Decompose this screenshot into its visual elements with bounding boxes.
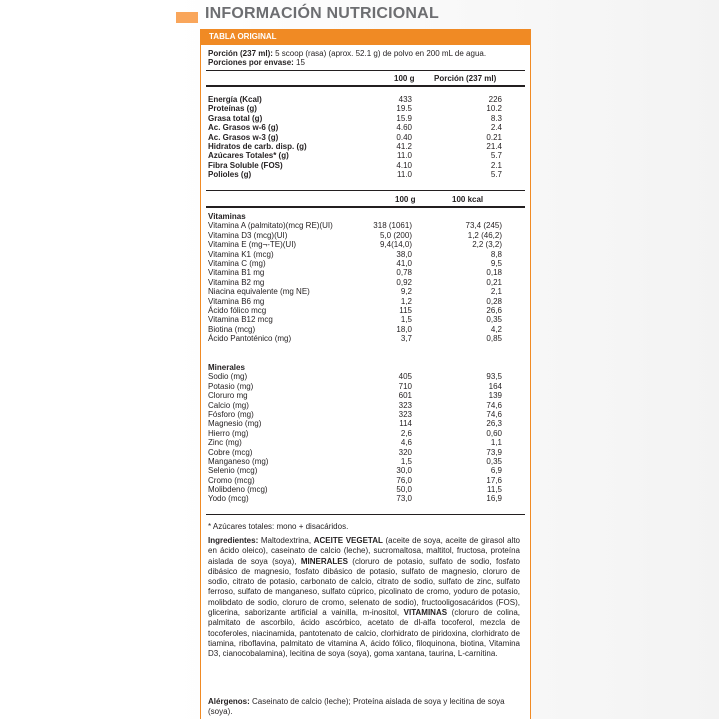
row-value-1: 18,0: [396, 324, 412, 334]
micro-col1-header: 100 g: [395, 195, 416, 204]
row-value-1: 5,0 (200): [379, 230, 412, 240]
row-value-1: 601: [398, 391, 412, 401]
micro-col2-header: 100 kcal: [452, 195, 484, 204]
mineral-row: [208, 476, 524, 485]
vitamin-row: [208, 325, 524, 334]
row-label: Ac. Grasos w-6 (g): [208, 123, 279, 133]
row-value-1: 38,0: [396, 249, 412, 259]
page-title: INFORMACIÓN NUTRICIONAL: [205, 5, 439, 22]
divider: [206, 514, 525, 515]
row-value-1: 115: [399, 305, 412, 315]
macro-col2-header: Porción (237 ml): [434, 74, 497, 83]
row-value-2: 1,1: [490, 438, 502, 448]
row-label: Vitamina B2 mg: [208, 277, 265, 287]
row-label: Polioles (g): [208, 170, 252, 180]
row-label: Sodio (mg): [208, 372, 248, 382]
row-label: Yodo (mcg): [208, 494, 249, 504]
row-value-2: 0,18: [486, 268, 502, 278]
vitamin-row: [208, 268, 524, 277]
row-value-1: 30,0: [396, 466, 412, 476]
row-value-1: 1,2: [400, 296, 412, 306]
row-label: Potasio (mg): [208, 381, 254, 391]
row-value-1: 19.5: [396, 104, 412, 114]
row-value-2: 226: [488, 95, 502, 104]
row-value-1: 41,0: [396, 258, 412, 268]
ingredients-part: (aceite de soya, aceite de girasol alto en ácido oleico), caseinato de calcio (leche), sucromaltosa, maltitol, fructosa, proteína aislada de soya (soya),: [208, 536, 520, 566]
row-value-1: 710: [398, 381, 412, 391]
row-value-2: 4,2: [490, 324, 502, 334]
row-value-1: 114: [399, 419, 412, 429]
macro-row: [208, 170, 524, 179]
row-label: Hidratos de carb. disp. (g): [208, 141, 307, 151]
row-value-2: 73,4 (245): [465, 221, 502, 231]
row-label: Azúcares Totales* (g): [208, 151, 289, 161]
ingredients-bold: ACEITE VEGETAL: [313, 536, 383, 545]
row-label: Vitamina A (palmitato)(mcg RE)(UI): [208, 221, 333, 231]
vitamins-section: [208, 212, 524, 343]
row-label: Grasa total (g): [208, 113, 263, 123]
mineral-row: [208, 401, 524, 410]
ingredients-bold: MINERALES: [300, 556, 348, 566]
row-label: Biotina (mcg): [208, 324, 256, 334]
row-label: Vitamina B12 mcg: [208, 315, 273, 325]
mineral-row: [208, 438, 524, 447]
minerals-section: [208, 363, 524, 504]
macro-row: [208, 133, 524, 142]
row-label: Ac. Grasos w-3 (g): [208, 132, 279, 142]
row-value-1: 15.9: [396, 113, 412, 123]
row-label: Selenio (mcg): [208, 466, 258, 476]
row-label: Cromo (mcg): [208, 475, 255, 485]
row-value-1: 0,92: [396, 277, 412, 287]
row-value-1: 73,0: [396, 494, 412, 504]
ingredients-bold: VITAMINAS: [403, 608, 448, 618]
row-label: Ácido fólico mcg: [208, 305, 267, 315]
row-label: Vitamina B1 mg: [208, 268, 265, 278]
row-value-2: 2,2 (3,2): [472, 240, 502, 250]
row-value-2: 74,6: [486, 409, 502, 419]
vitamin-row: [208, 259, 524, 268]
row-value-2: 10.2: [486, 104, 502, 114]
row-label: Vitamina E (mg¬-TE)(UI): [208, 240, 297, 250]
vitamin-row: [208, 221, 524, 230]
row-label: Cloruro mg: [208, 391, 248, 401]
row-label: Fibra Soluble (FOS): [208, 160, 283, 170]
mineral-row: [208, 429, 524, 438]
row-label: Molibdeno (mcg): [208, 485, 268, 495]
title-accent-bar: [176, 12, 198, 23]
vitamin-row: [208, 334, 524, 343]
row-value-1: 433: [398, 95, 412, 104]
row-value-1: 320: [398, 447, 412, 457]
row-value-2: 9,5: [490, 258, 502, 268]
divider: [206, 206, 525, 208]
row-value-2: 0,28: [486, 296, 502, 306]
row-value-2: 21.4: [486, 141, 502, 151]
vitamin-row: [208, 231, 524, 240]
vitamin-row: [208, 287, 524, 296]
portions-label: Porciones por envase:: [208, 58, 294, 67]
row-value-2: 5.7: [490, 151, 502, 161]
row-value-1: 0,78: [396, 268, 412, 278]
row-label: Proteínas (g): [208, 104, 257, 114]
row-value-2: 0,35: [486, 315, 502, 325]
macro-row: [208, 95, 524, 104]
mineral-row: [208, 448, 524, 457]
row-label: Calcio (mg): [208, 400, 249, 410]
row-value-2: 0,60: [486, 428, 502, 438]
row-value-1: 318 (1061): [373, 221, 412, 231]
row-value-1: 3,7: [400, 334, 412, 344]
table-header-label: TABLA ORIGINAL: [201, 29, 530, 45]
row-label: Hierro (mg): [208, 428, 249, 438]
vitamin-row: [208, 315, 524, 324]
divider: [206, 190, 525, 191]
nutrition-panel: [200, 29, 531, 719]
mineral-row: [208, 410, 524, 419]
row-value-2: 26,6: [486, 305, 502, 315]
divider: [206, 85, 525, 87]
row-value-2: 73,9: [486, 447, 502, 457]
mineral-row: [208, 372, 524, 381]
row-value-1: 1,5: [400, 456, 412, 466]
row-value-2: 164: [488, 381, 502, 391]
macro-col1-header: 100 g: [394, 74, 415, 83]
row-value-1: 4,6: [400, 438, 412, 448]
row-value-1: 0.40: [396, 132, 412, 142]
row-value-1: 405: [398, 372, 412, 382]
row-value-1: 11.0: [397, 170, 412, 180]
footnote: * Azúcares totales: mono + disacáridos.: [208, 522, 349, 531]
row-value-2: 0.21: [486, 132, 502, 142]
ingredients-text: [208, 536, 520, 660]
row-value-2: 0,35: [486, 456, 502, 466]
row-value-2: 5.7: [490, 170, 502, 180]
mineral-row: [208, 419, 524, 428]
row-value-1: 323: [398, 400, 412, 410]
mineral-row: [208, 457, 524, 466]
row-label: Niacina equivalente (mg NE): [208, 287, 310, 297]
row-label: Fósforo (mg): [208, 409, 254, 419]
row-label: Vitamina D3 (mcg)(UI): [208, 230, 288, 240]
row-value-1: 11.0: [397, 151, 412, 161]
ingredients-part: Maltodextrina,: [258, 536, 314, 545]
portions-value: 15: [293, 58, 305, 67]
row-value-1: 50,0: [396, 485, 412, 495]
row-value-2: 139: [488, 391, 502, 401]
row-value-2: 0,21: [486, 277, 502, 287]
row-label: Manganeso (mg): [208, 456, 269, 466]
row-value-1: 323: [398, 409, 412, 419]
row-label: Cobre (mcg): [208, 447, 253, 457]
row-value-2: 0,85: [486, 334, 502, 344]
row-value-2: 74,6: [486, 400, 502, 410]
row-value-2: 26,3: [486, 419, 502, 429]
mineral-row: [208, 382, 524, 391]
macro-row: [208, 123, 524, 132]
macro-row: [208, 161, 524, 170]
mineral-row: [208, 494, 524, 503]
minerals-title: Minerales: [208, 363, 245, 372]
row-value-1: 41.2: [396, 141, 412, 151]
row-label: Vitamina B6 mg: [208, 296, 265, 306]
allergens-value: Caseinato de calcio (leche); Proteína aislada de soya y lecitina de soya (soya).: [208, 697, 505, 716]
ingredients-part: (cloruro de colina, palmitato de ascorbilo, ácido ascórbico, acetato de dl-alfa tocoferol, mezcla de tocoferoles, niacinamida, pantotenato de calcio, clorhidrato de piridoxina, clorhidrato de tiamina, riboflavina, palmitato de vitamina A, ácido fólico, filoquinona, biotina, Vitamina D3, cianocobalamina), lecitina de soya (soya), goma xantana, taurina, L-carnitina.: [208, 608, 520, 659]
divider: [206, 70, 525, 71]
row-label: Vitamina K1 (mcg): [208, 249, 274, 259]
row-value-1: 4.10: [396, 160, 412, 170]
row-value-2: 8,8: [490, 249, 502, 259]
row-value-2: 6,9: [490, 466, 502, 476]
row-value-2: 93,5: [486, 372, 502, 382]
macro-row: [208, 114, 524, 123]
row-value-2: 2.1: [490, 160, 502, 170]
row-value-2: 1,2 (46,2): [467, 230, 502, 240]
mineral-row: [208, 391, 524, 400]
serving-label: Porción (237 ml):: [208, 49, 273, 58]
serving-info: [208, 49, 524, 67]
allergens-text: [208, 697, 520, 717]
row-value-2: 2.4: [490, 123, 502, 133]
row-label: Zinc (mg): [208, 438, 242, 448]
row-value-1: 2,6: [400, 428, 412, 438]
row-value-1: 4.60: [396, 123, 412, 133]
macro-rows: [208, 95, 524, 180]
allergens-label: Alérgenos:: [208, 697, 250, 706]
row-label: Magnesio (mg): [208, 419, 262, 429]
row-value-1: 9,4(14,0): [379, 240, 412, 250]
vitamin-row: [208, 278, 524, 287]
row-value-2: 11,5: [487, 485, 502, 495]
vitamins-title: Vitaminas: [208, 212, 246, 221]
ingredients-label: Ingredientes:: [208, 536, 259, 545]
row-label: Ácido Pantoténico (mg): [208, 334, 292, 344]
row-label: Energía (Kcal): [208, 95, 262, 104]
macro-row: [208, 142, 524, 151]
vitamin-row: [208, 306, 524, 315]
serving-text: 5 scoop (rasa) (aprox. 52.1 g) de polvo en 200 mL de agua.: [272, 49, 487, 58]
row-value-1: 1,5: [400, 315, 412, 325]
vitamin-row: [208, 250, 524, 259]
macro-row: [208, 151, 524, 160]
vitamin-row: [208, 240, 524, 249]
row-value-2: 17,6: [486, 475, 502, 485]
macro-row: [208, 104, 524, 113]
row-value-2: 16,9: [486, 494, 502, 504]
row-value-1: 76,0: [396, 475, 412, 485]
row-value-2: 8.3: [490, 113, 502, 123]
ingredients-part: (cloruro de potasio, sulfato de sodio, fosfato dibásico de magnesio, fosfato dibásico de potasio, sulfato de magnesio, cloruro de sodio, citrato de potasio, carbonato de calcio, citrato de sodio, sulfato de zinc, sulfato ferroso, sulfato de manganeso, sulfato cúprico, picolinato de cromo, yoduro de potasio, molibdato de sodio, cloruro de cromo, selenato de sodio), fructooligosacáridos (FOS), glicerina, saborizante artificial a vainilla, m-inositol,: [208, 556, 520, 618]
vitamin-row: [208, 297, 524, 306]
row-value-1: 9,2: [400, 287, 412, 297]
mineral-row: [208, 485, 524, 494]
row-value-2: 2,1: [490, 287, 502, 297]
mineral-row: [208, 466, 524, 475]
row-label: Vitamina C (mg): [208, 258, 266, 268]
